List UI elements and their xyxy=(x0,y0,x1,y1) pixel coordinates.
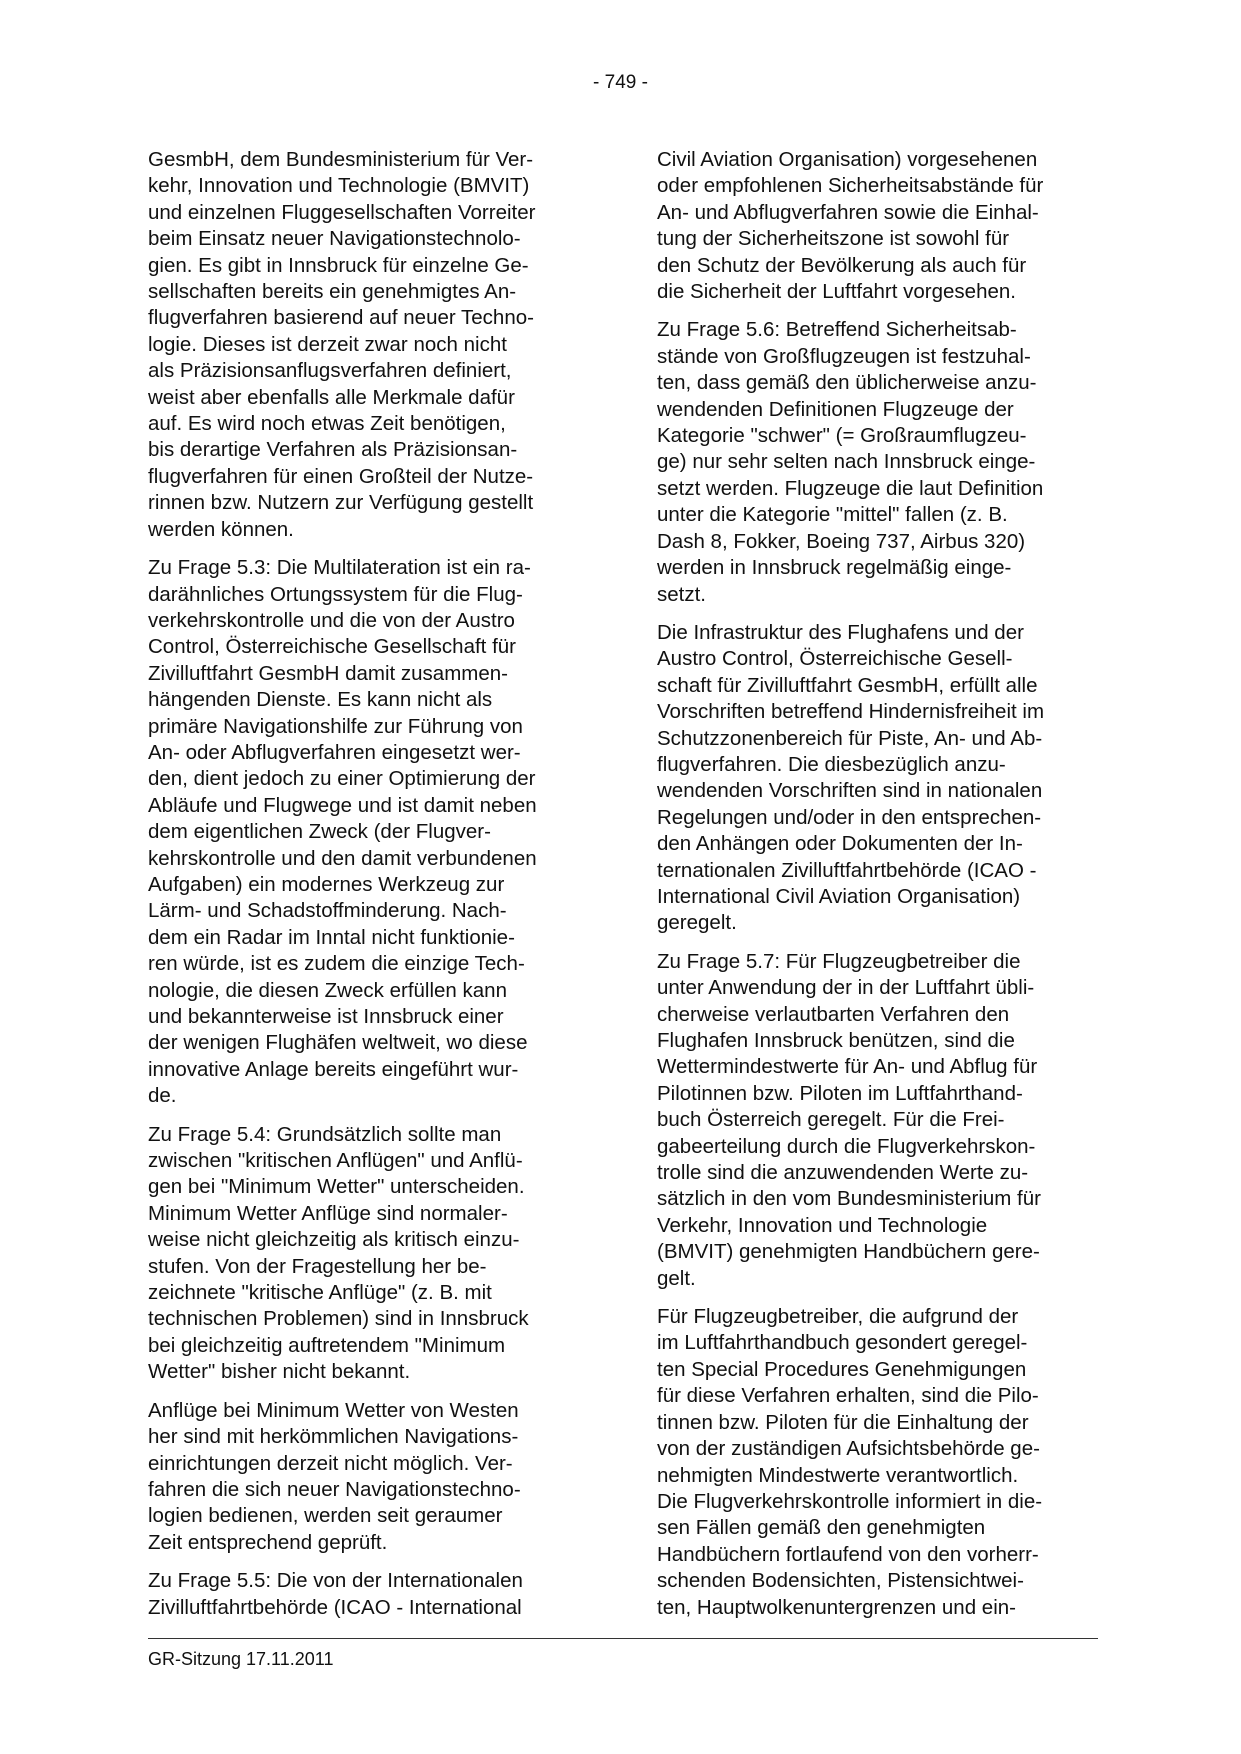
paragraph: Die Infrastruktur des Flughafens und der Austro Control, Österreichische Gesell- schaft für Zivilluftfahrt GesmbH, erfüllt alle Vorschriften betreffend Hindernisfreiheit im Schutzzonenbereich für Piste, An- und Ab- flugverfahren. Die diesbezüglich anzu- wendenden Vorschriften sind in nationalen Regelungen und/oder in den entsprechen- den Anhängen oder Dokumenten der In- ternationalen Zivilluftfahrtbehörde (ICAO - International Civil Aviation Organisation) geregelt. xyxy=(657,620,1045,935)
paragraph: Zu Frage 5.7: Für Flugzeugbetreiber die unter Anwendung der in der Luftfahrt übli- cherweise verlautbarten Verfahren den Flughafen Innsbruck benützen, sind die Wettermindestwerte für An- und Abflug für Pilotinnen bzw. Piloten im Luftfahrthand- buch Österreich geregelt. Für die Frei- gabeerteilung durch die Flugverkehrskon- trolle sind die anzuwendenden Werte zu- sätzlich in den vom Bundesministerium für Verkehr, Innovation und Technologie (BMVIT) genehmigten Handbüchern gere- gelt. xyxy=(657,949,1041,1290)
paragraph: Zu Frage 5.3: Die Multilateration ist ein ra- darähnliches Ortungssystem für die Flug- verkehrskontrolle und die von der Austro Control, Österreichische Gesellschaft für Zivilluftfahrt GesmbH damit zusammen- hängenden Dienste. Es kann nicht als primäre Navigationshilfe zur Führung von An- oder Abflugverfahren eingesetzt wer- den, dient jedoch zu einer Optimierung der Abläufe und Flugwege und ist damit neben dem eigentlichen Zweck (der Flugver- kehrskontrolle und den damit verbundenen Aufgaben) ein modernes Werkzeug zur Lärm- und Schadstoffminderung. Nach- dem ein Radar im Inntal nicht funktionie- ren würde, ist es zudem die einzige Tech- nologie, die diesen Zweck erfüllen kann und bekannterweise ist Innsbruck einer der wenigen Flughäfen weltweit, wo diese innovative Anlage bereits eingeführt wur- de. xyxy=(148,556,537,1108)
left-column xyxy=(148,147,588,1633)
page-number: - 749 - xyxy=(593,72,648,93)
paragraph: Zu Frage 5.6: Betreffend Sicherheitsab- stände von Großflugzeugen ist festzuhal- ten, dass gemäß den üblicherweise anzu- wendenden Definitionen Flugzeuge der Kategorie "schwer" (= Großraumflugzeu- ge) nur sehr selten nach Innsbruck einge- setzt werden. Flugzeuge die laut Definition unter die Kategorie "mittel" fallen (z. B. Dash 8, Fokker, Boeing 737, Airbus 320) werden in Innsbruck regelmäßig einge- setzt. xyxy=(657,318,1044,606)
paragraph: GesmbH, dem Bundesministerium für Ver- kehr, Innovation und Technologie (BMVIT) und einzelnen Fluggesellschaften Vorreiter beim Einsatz neuer Navigationstechnolo- gien. Es gibt in Innsbruck für einzelne Ge- sellschaften bereits ein genehmigtes An- flugverfahren basierend auf neuer Techno- logie. Dieses ist derzeit zwar noch nicht als Präzisionsanflugsverfahren definiert, weist aber ebenfalls alle Merkmale dafür auf. Es wird noch etwas Zeit benötigen, bis derartige Verfahren als Präzisionsan- flugverfahren für einen Großteil der Nutze- rinnen bzw. Nutzern zur Verfügung gestellt werden können. xyxy=(148,148,536,541)
footer-divider xyxy=(148,1638,1098,1639)
paragraph: Anflüge bei Minimum Wetter von Westen her sind mit herkömmlichen Navigations- einrichtungen derzeit nicht möglich. Ver- fahren die sich neuer Navigationstechno- logien bedienen, werden seit geraumer Zeit entsprechend geprüft. xyxy=(148,1398,521,1554)
footer-text: GR-Sitzung 17.11.2011 xyxy=(148,1649,334,1669)
paragraph: Für Flugzeugbetreiber, die aufgrund der im Luftfahrthandbuch gesondert geregel- ten Special Procedures Genehmigungen für diese Verfahren erhalten, sind die Pilo- tinnen bzw. Piloten für die Einhaltung der von der zuständigen Aufsichtsbehörde ge- nehmigten Mindestwerte verantwortlich. Die Flugverkehrskontrolle informiert in die- sen Fällen gemäß den genehmigten Handbüchern fortlaufend von den vorherr- schenden Bodensichten, Pistensichtwei- ten, Hauptwolkenuntergrenzen und ein- xyxy=(657,1305,1043,1619)
right-column xyxy=(657,147,1097,1633)
paragraph: Zu Frage 5.5: Die von der Internationalen Zivilluftfahrtbehörde (ICAO - International xyxy=(148,1569,523,1619)
paragraph: Civil Aviation Organisation) vorgesehenen oder empfohlenen Sicherheitsabstände für An- und Abflugverfahren sowie die Einhal- tung der Sicherheitszone ist sowohl für den Schutz der Bevölkerung als auch für die Sicherheit der Luftfahrt vorgesehen. xyxy=(657,148,1044,304)
paragraph: Zu Frage 5.4: Grundsätzlich sollte man zwischen "kritischen Anflügen" und Anflü- gen bei "Minimum Wetter" unterscheiden. Minimum Wetter Anflüge sind normaler- weise nicht gleichzeitig als kritisch einzu- stufen. Von der Fragestellung her be- zeichnete "kritische Anflüge" (z. B. mit technischen Problemen) sind in Innsbruck bei gleichzeitig auftretendem "Minimum Wetter" bisher nicht bekannt. xyxy=(148,1122,529,1384)
